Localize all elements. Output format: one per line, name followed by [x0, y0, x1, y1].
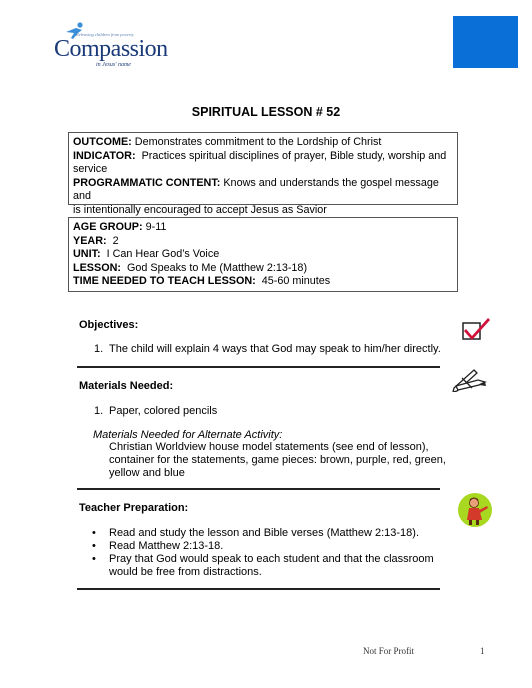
logo-subtitle: in Jesus' name — [96, 62, 131, 68]
teacher-icon — [457, 492, 493, 528]
lesson-line: LESSON: God Speaks to Me (Matthew 2:13-18) — [73, 261, 308, 274]
prep-bullet: • — [92, 540, 96, 552]
objective-text: The child will explain 4 ways that God may speak to him/her directly. — [109, 343, 441, 355]
footer-text: Not For Profit — [363, 646, 415, 656]
alt-materials-line: container for the statements, game pieces: brown, purple, red, green, — [109, 454, 446, 466]
alt-materials-heading: Materials Needed for Alternate Activity: — [93, 429, 283, 441]
logo-tagline: Releasing children from poverty — [76, 32, 134, 37]
objective-number: 1. — [94, 343, 104, 355]
divider — [77, 366, 440, 368]
prep-text: Read and study the lesson and Bible verses (Matthew 2:13-18). — [109, 527, 420, 539]
alt-materials-line: Christian Worldview house model statements (see end of lesson), — [109, 441, 429, 453]
checkmark-box-icon — [462, 316, 492, 342]
prep-bullet: • — [92, 527, 96, 539]
programmatic-line-2: is intentionally encouraged to accept Jesus as Savior — [73, 203, 327, 216]
pencils-icon — [452, 366, 488, 392]
compassion-logo — [52, 22, 172, 72]
divider — [77, 488, 440, 490]
age-group-line: AGE GROUP: 9-11 — [73, 221, 167, 233]
materials-heading: Materials Needed: — [79, 380, 174, 392]
blue-square — [453, 16, 518, 68]
year-line: YEAR: 2 — [73, 234, 119, 247]
page-title: SPIRITUAL LESSON # 52 — [191, 105, 341, 119]
prep-text: would be free from distractions. — [109, 566, 262, 578]
logo-name: Compassion — [54, 36, 168, 62]
outcome-line: OUTCOME: Demonstrates commitment to the Lordship of Christ — [73, 136, 382, 148]
indicator-line: INDICATOR: Practices spiritual disciplines of prayer, Bible study, worship and — [73, 149, 447, 162]
lesson-info-box — [68, 217, 458, 292]
unit-line: UNIT: I Can Hear God’s Voice — [73, 248, 220, 260]
indicator-line-2: service — [73, 163, 108, 175]
page-number: 1 — [480, 646, 485, 656]
prep-text: Read Matthew 2:13-18. — [109, 540, 224, 552]
outcome-box — [68, 132, 458, 216]
alt-materials-line: yellow and blue — [109, 467, 185, 479]
material-text: Paper, colored pencils — [109, 405, 218, 417]
programmatic-line: PROGRAMMATIC CONTENT: Knows and understands the gospel message and — [73, 176, 439, 202]
divider — [77, 588, 440, 590]
time-line: TIME NEEDED TO TEACH LESSON: 45-60 minutes — [73, 275, 331, 287]
material-number: 1. — [94, 405, 104, 417]
prep-heading: Teacher Preparation: — [79, 502, 189, 514]
objectives-heading: Objectives: — [79, 319, 139, 331]
prep-text: Pray that God would speak to each student and that the classroom — [109, 553, 434, 565]
prep-bullet: • — [92, 553, 96, 565]
